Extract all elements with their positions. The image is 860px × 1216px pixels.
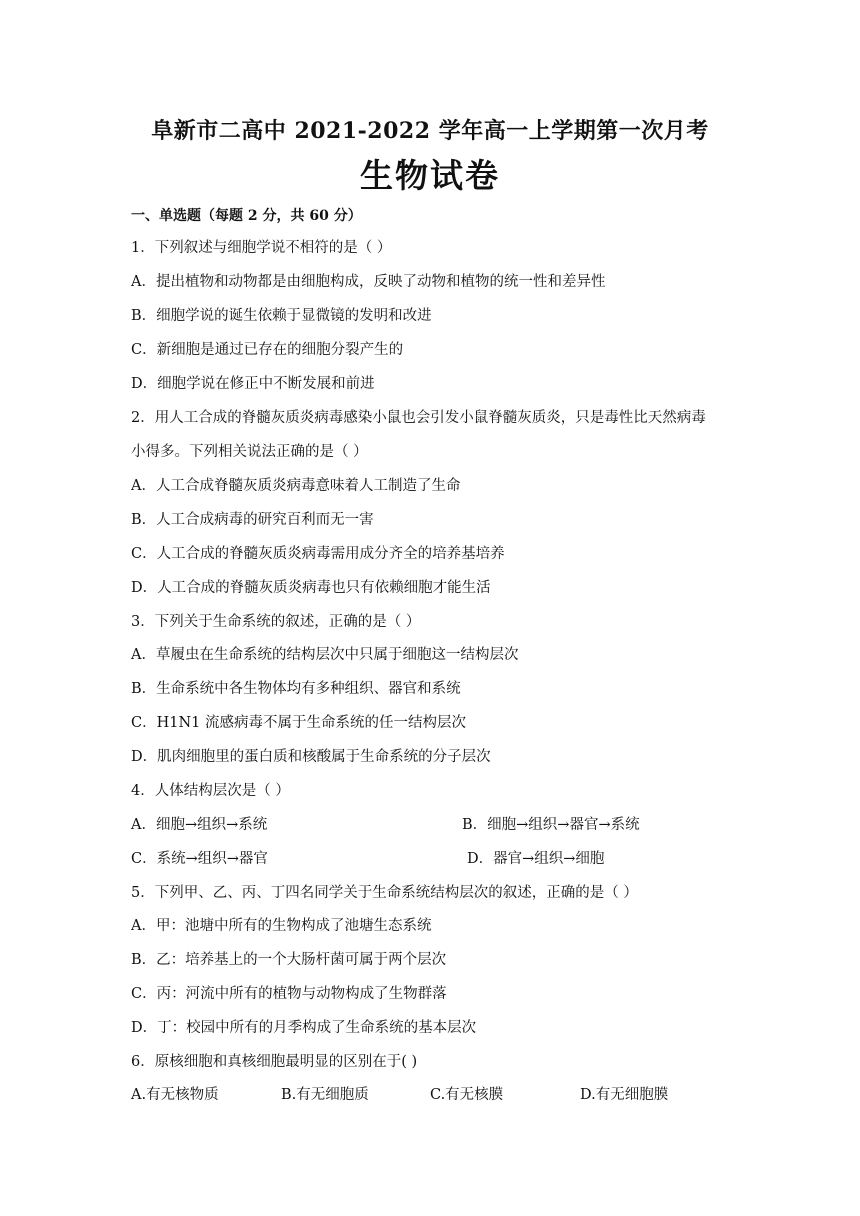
question-4-stem: 4．人体结构层次是（ ） xyxy=(131,783,290,799)
question-2-stem: 2．用人工合成的脊髓灰质炎病毒感染小鼠也会引发小鼠脊髓灰质炎，只是毒性比天然病毒 xyxy=(131,410,706,426)
question-1-option-d: D．细胞学说在修正中不断发展和前进 xyxy=(131,376,375,392)
question-3-option-d: D．肌肉细胞里的蛋白质和核酸属于生命系统的分子层次 xyxy=(131,749,491,765)
question-6-option-a: A.有无核物质 xyxy=(131,1087,219,1103)
exam-title: 阜新市二高中 2021-2022 学年高一上学期第一次月考 xyxy=(151,118,709,144)
question-2-stem-continued: 小得多。下列相关说法正确的是（ ） xyxy=(131,444,368,460)
question-2-option-c: C．人工合成的脊髓灰质炎病毒需用成分齐全的培养基培养 xyxy=(131,546,505,562)
question-5-option-d: D．丁：校园中所有的月季构成了生命系统的基本层次 xyxy=(131,1020,477,1036)
question-4-option-c: C．系统→组织→器官 xyxy=(131,851,268,867)
question-4-option-d: D．器官→组织→细胞 xyxy=(467,851,605,867)
section-heading: 一、单选题（每题 2 分，共 60 分） xyxy=(131,208,362,224)
question-4-option-a: A．细胞→组织→系统 xyxy=(131,817,268,833)
question-3-option-b: B．生命系统中各生物体均有多种组织、器官和系统 xyxy=(131,681,461,697)
question-5-option-c: C．丙：河流中所有的植物与动物构成了生物群落 xyxy=(131,986,447,1002)
question-2-option-b: B．人工合成病毒的研究百利而无一害 xyxy=(131,512,374,528)
question-3-option-c: C．H1N1 流感病毒不属于生命系统的任一结构层次 xyxy=(131,715,466,731)
question-1-option-b: B．细胞学说的诞生依赖于显微镜的发明和改进 xyxy=(131,308,432,324)
question-6-option-d: D.有无细胞膜 xyxy=(580,1087,669,1103)
question-6-option-c: C.有无核膜 xyxy=(430,1087,504,1103)
question-6-option-b: B.有无细胞质 xyxy=(281,1087,369,1103)
question-3-option-a: A．草履虫在生命系统的结构层次中只属于细胞这一结构层次 xyxy=(131,647,519,663)
question-5-option-b: B．乙：培养基上的一个大肠杆菌可属于两个层次 xyxy=(131,952,447,968)
question-2-option-a: A．人工合成脊髓灰质炎病毒意味着人工制造了生命 xyxy=(131,478,461,494)
exam-subtitle: 生物试卷 xyxy=(360,156,500,195)
question-5-option-a: A．甲：池塘中所有的生物构成了池塘生态系统 xyxy=(131,918,432,934)
question-1-option-c: C．新细胞是通过已存在的细胞分裂产生的 xyxy=(131,342,404,358)
question-1-stem: 1．下列叙述与细胞学说不相符的是（ ） xyxy=(131,240,392,256)
question-2-option-d: D．人工合成的脊髓灰质炎病毒也只有依赖细胞才能生活 xyxy=(131,580,491,596)
question-5-stem: 5．下列甲、乙、丙、丁四名同学关于生命系统结构层次的叙述，正确的是（ ） xyxy=(131,885,638,901)
question-4-option-b: B．细胞→组织→器官→系统 xyxy=(462,817,640,833)
question-1-option-a: A．提出植物和动物都是由细胞构成，反映了动物和植物的统一性和差异性 xyxy=(131,274,606,290)
question-3-stem: 3．下列关于生命系统的叙述，正确的是（ ） xyxy=(131,614,421,630)
question-6-stem: 6．原核细胞和真核细胞最明显的区别在于( ) xyxy=(131,1054,418,1070)
